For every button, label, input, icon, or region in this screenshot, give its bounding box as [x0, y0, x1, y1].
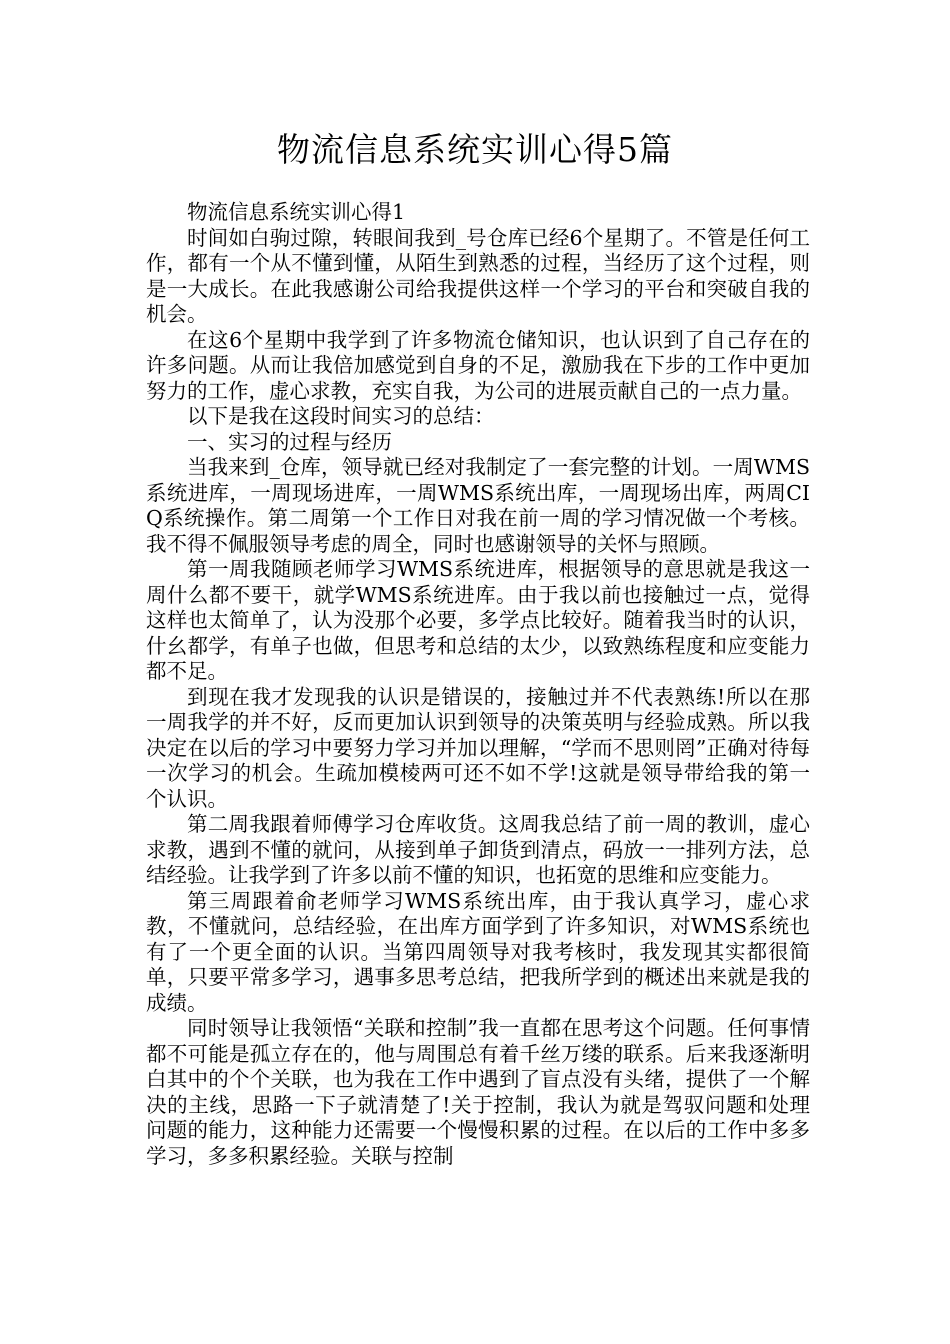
- paragraph: 当我来到_仓库，领导就已经对我制定了一套完整的计划。一周WMS系统进库，一周现场进库，一周WMS系统出库，一周现场出库，两周CIQ系统操作。第二周第一个工作日对我在前一周的学习情况做一个考核。我不得不佩服领导考虑的周全，同时也感谢领导的关怀与照顾。: [146, 455, 810, 556]
- section-heading: 一、实习的过程与经历: [187, 429, 392, 454]
- paragraph: 在这6个星期中我学到了许多物流仓储知识，也认识到了自己存在的许多问题。从而让我倍加感觉到自身的不足，激励我在下步的工作中更加努力的工作，虚心求教，充实自我，为公司的进展贡献自己的一点力量。: [146, 327, 810, 403]
- paragraph: 第一周我随顾老师学习WMS系统进库，根据领导的意思就是我这一周什么都不要干，就学WMS系统进库。由于我以前也接触过一点，觉得这样也太简单了，认为没那个必要，多学点比较好。随着我当时的认识，什幺都学，有单子也做，但思考和总结的太少，以致熟练程度和应变能力都不足。: [146, 557, 810, 683]
- paragraph: 第二周我跟着师傅学习仓库收货。这周我总结了前一周的教训，虚心求教，遇到不懂的就问，从接到单子卸货到清点，码放一一排列方法，总结经验。让我学到了许多以前不懂的知识，也拓宽的思维和应变能力。: [146, 812, 810, 887]
- document-body: [146, 200, 810, 1169]
- paragraph: 到现在我才发现我的认识是错误的，接触过并不代表熟练!所以在那一周我学的并不好，反而更加认识到领导的决策英明与经验成熟。所以我决定在以后的学习中要努力学习并加以理解，“学而不思则罔”正确对待每一次学习的机会。生疏加模棱两可还不如不学!这就是领导带给我的第一个认识。: [146, 684, 810, 811]
- paragraph: 同时领导让我领悟“关联和控制”我一直都在思考这个问题。任何事情都不可能是孤立存在的，他与周围总有着千丝万缕的联系。后来我逐渐明白其中的个个关联，也为我在工作中遇到了盲点没有头绪，提供了一个解决的主线，思路一下子就清楚了!关于控制，我认为就是驾驭问题和处理问题的能力，这种能力还需要一个慢慢积累的过程。在以后的工作中多多学习，多多积累经验。关联与控制: [146, 1016, 810, 1168]
- document-title: 物流信息系统实训心得5篇: [277, 130, 673, 169]
- paragraph: 以下是我在这段时间实习的总结：: [187, 404, 495, 428]
- section-heading: 物流信息系统实训心得1: [187, 200, 406, 224]
- paragraph: 第三周跟着俞老师学习WMS系统出库，由于我认真学习，虚心求教，不懂就问，总结经验，在出库方面学到了许多知识，对WMS系统也有了一个更全面的认识。当第四周领导对我考核时，我发现其实都很简单，只要平常多学习，遇事多思考总结，把我所学到的概述出来就是我的成绩。: [146, 888, 810, 1015]
- paragraph: 时间如白驹过隙，转眼间我到_号仓库已经6个星期了。不管是任何工作，都有一个从不懂到懂，从陌生到熟悉的过程，当经历了这个过程，则是一大成长。在此我感谢公司给我提供这样一个学习的平台和突破自我的机会。: [146, 225, 810, 326]
